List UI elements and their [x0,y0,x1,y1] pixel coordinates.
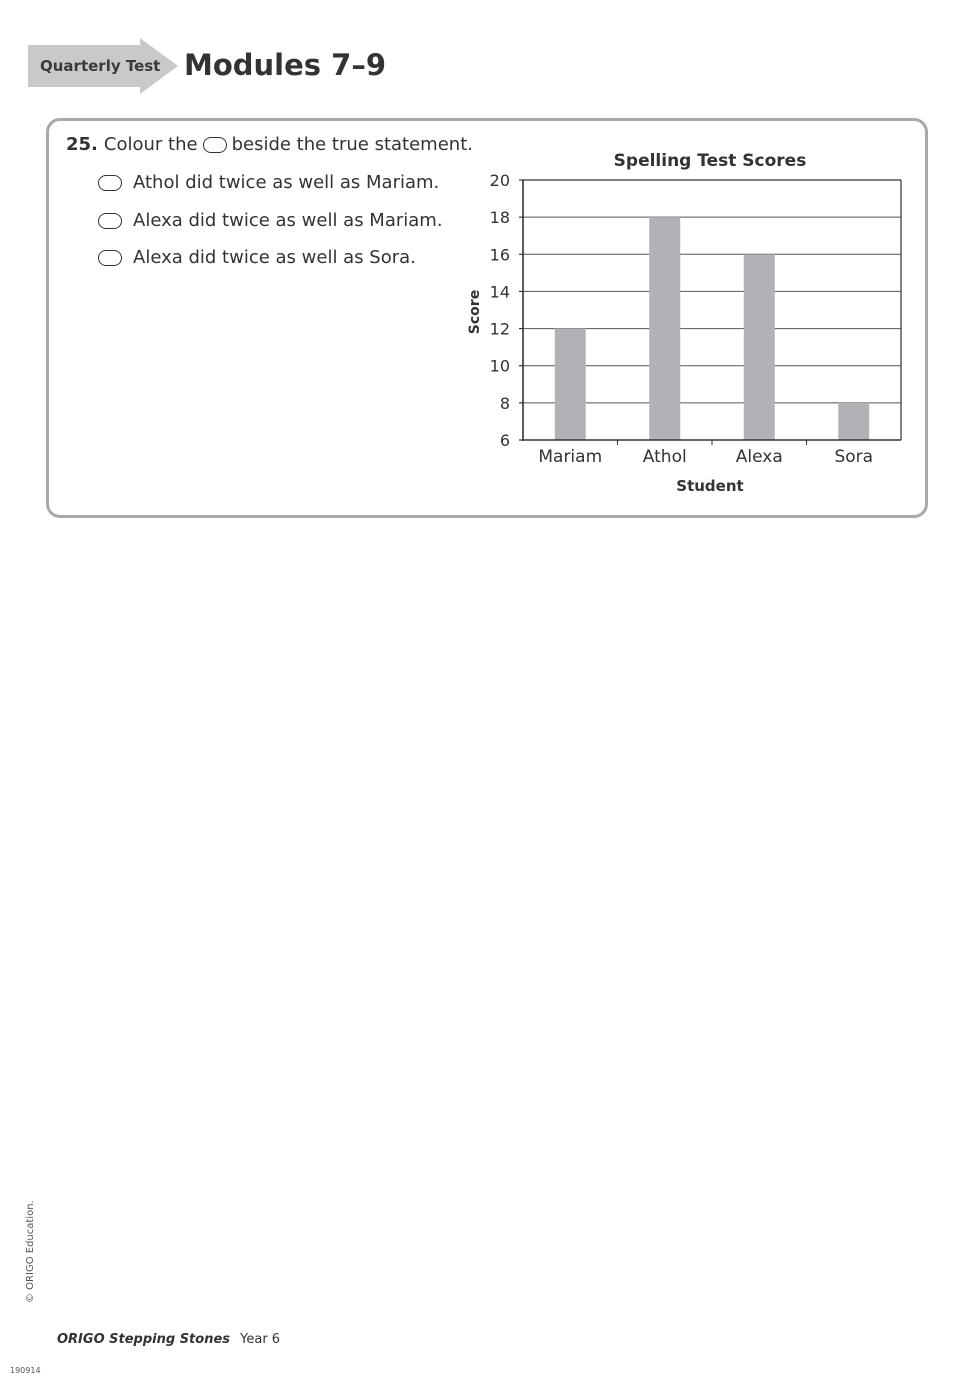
y-tick-label: 16 [489,245,510,265]
x-tick-label: Alexa [735,447,783,467]
question-number: 25. [66,134,98,155]
bar-sora [838,403,869,440]
chart-title: Spelling Test Scores [613,151,807,171]
y-tick-label: 20 [489,171,510,190]
bar-mariam [555,329,586,440]
x-tick-label: Mariam [538,447,603,467]
y-tick-label: 8 [499,393,510,413]
answer-bubble-3[interactable] [98,250,122,266]
x-tick-labels [538,447,873,467]
y-tick-label: 18 [489,208,510,228]
copyright-text: © ORIGO Education. [25,1200,36,1303]
y-tick-label: 14 [489,282,510,302]
y-tick-label: 12 [489,319,510,339]
answer-option-3-label: Alexa did twice as well as Sora. [133,247,416,268]
oval-icon [203,137,227,153]
answer-bubble-2[interactable] [98,213,122,229]
prompt-text-after: beside the true statement. [231,134,473,155]
x-axis-label: Student [676,477,744,495]
page-title: Modules 7–9 [184,48,387,82]
answer-bubble-1[interactable] [98,175,122,191]
answer-option-1[interactable] [98,172,439,193]
footer-brand [57,1332,280,1347]
question-prompt [66,134,473,155]
answer-option-2[interactable] [98,210,443,231]
banner-label: Quarterly Test [40,57,161,75]
footer-year: Year 6 [240,1332,281,1347]
x-tick-label: Athol [642,447,687,467]
y-axis-label: Score [467,289,483,335]
y-tick-labels [490,171,510,450]
answer-option-3[interactable] [98,247,416,268]
bar-athol [649,217,680,440]
prompt-text-before: Colour the [103,134,198,155]
print-code: 190914 [10,1366,41,1375]
x-tick-label: Sora [834,447,874,467]
brand-name: ORIGO Stepping Stones [57,1332,231,1347]
y-tick-label: 10 [489,356,510,376]
answer-option-1-label: Athol did twice as well as Mariam. [133,172,440,193]
bar-alexa [744,254,775,440]
y-tick-label: 6 [499,431,510,450]
spelling-chart [460,140,920,510]
answer-option-2-label: Alexa did twice as well as Mariam. [133,210,443,231]
